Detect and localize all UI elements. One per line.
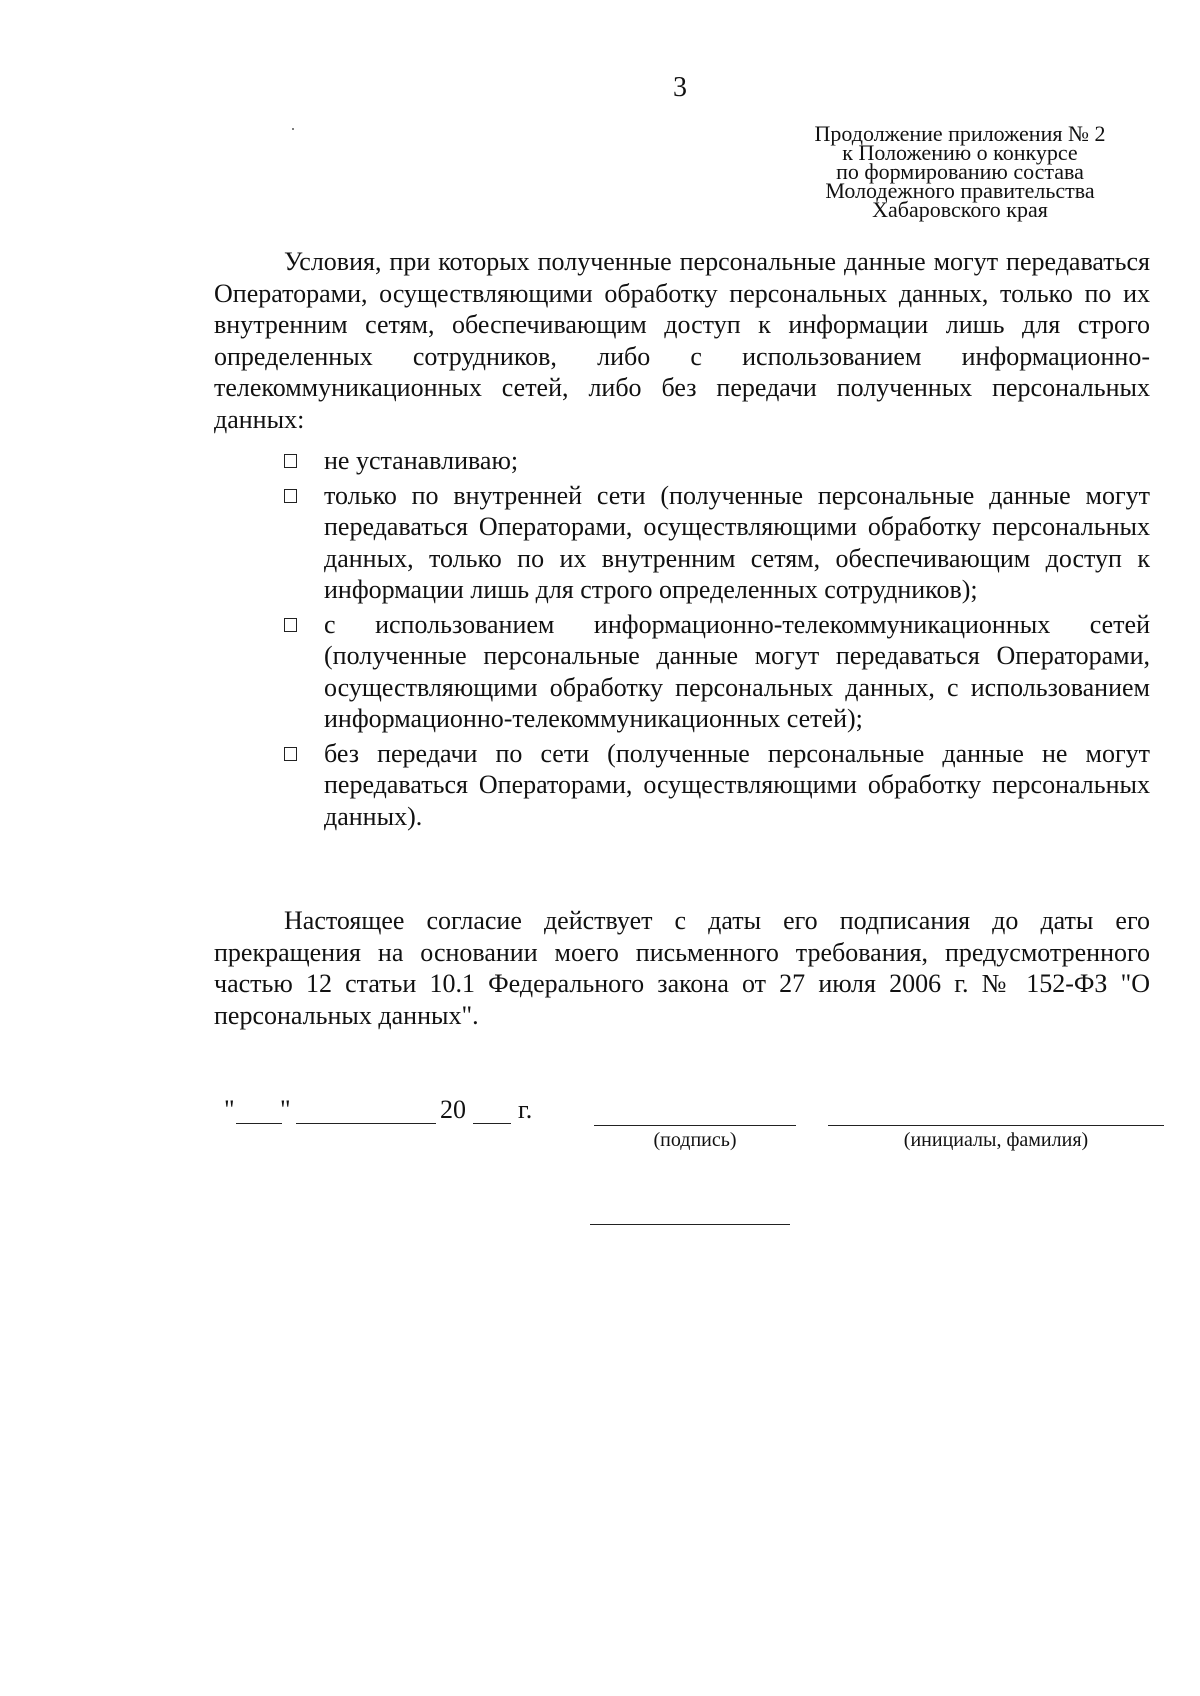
option-label: с использованием информационно-телекоммуникационных сетей (полученные персональные данные могут передаваться Операторами, осуществляющими обработку персональных данных, с использованием информационно-телекоммуникационных сетей);: [324, 609, 1150, 733]
appendix-header-line: Хабаровского края: [872, 197, 1048, 222]
option-label: только по внутренней сети (полученные персональные данные могут передаваться Операторами, осуществляющими обработку персональных данных, только по их внутренним сетям, обеспечивающим доступ к информации лишь для строго определенных сотрудников);: [324, 480, 1150, 604]
option-no-transfer: [214, 738, 1150, 833]
transfer-options-list: [214, 445, 1150, 832]
option-telecom-networks: [214, 609, 1150, 735]
option-internal-network: [214, 480, 1150, 606]
appendix-header-line: Продолжение приложения № 2: [814, 121, 1106, 146]
option-label: без передачи по сети (полученные персональные данные не могут передаваться Операторами, осуществляющими обработку персональных данных).: [324, 738, 1150, 831]
checkbox-not-set[interactable]: [284, 454, 297, 468]
appendix-header-line: по формированию состава: [836, 159, 1084, 184]
scan-speck: [292, 128, 294, 130]
page-number: 3: [673, 72, 687, 103]
checkbox-no-transfer[interactable]: [284, 747, 297, 761]
date-month-field[interactable]: [296, 1123, 436, 1124]
date-quote-close: ": [280, 1095, 291, 1124]
date-year-prefix: 20: [440, 1095, 466, 1124]
checkbox-telecom-networks[interactable]: [284, 618, 297, 632]
appendix-header-line: к Положению о конкурсе: [842, 140, 1078, 165]
intro-paragraph: Условия, при которых полученные персональные данные могут передаваться Операторами, осуществляющими обработку персональных данных, только по их внутренним сетям, обеспечивающим доступ к информации лишь для строго определенных сотрудников, либо с использованием информационно-телекоммуникационных сетей, либо без передачи полученных персональных данных:: [214, 247, 1150, 434]
signature-field[interactable]: [594, 1125, 796, 1126]
option-label: не устанавливаю;: [324, 446, 519, 475]
signature-block: [214, 1095, 1164, 1175]
bottom-divider: [590, 1224, 790, 1225]
date-day-field[interactable]: [236, 1123, 282, 1124]
appendix-header-line: Молодежного правительства: [825, 178, 1095, 203]
signature-caption: (подпись): [653, 1129, 737, 1151]
option-not-set: [214, 445, 1150, 477]
checkbox-internal-network[interactable]: [284, 489, 297, 503]
appendix-header: [800, 121, 1120, 222]
date-quote-open: ": [224, 1095, 235, 1124]
date-year-field[interactable]: [473, 1123, 511, 1124]
initials-surname-caption: (инициалы, фамилия): [903, 1129, 1089, 1151]
initials-surname-field[interactable]: [828, 1125, 1164, 1126]
validity-paragraph: Настоящее согласие действует с даты его подписания до даты его прекращения на основании моего письменного требования, предусмотренного частью 12 статьи 10.1 Федерального закона от 27 июля 2006 г. № 152-ФЗ "О персональных данных".: [214, 906, 1150, 1030]
date-year-suffix: г.: [518, 1095, 533, 1124]
